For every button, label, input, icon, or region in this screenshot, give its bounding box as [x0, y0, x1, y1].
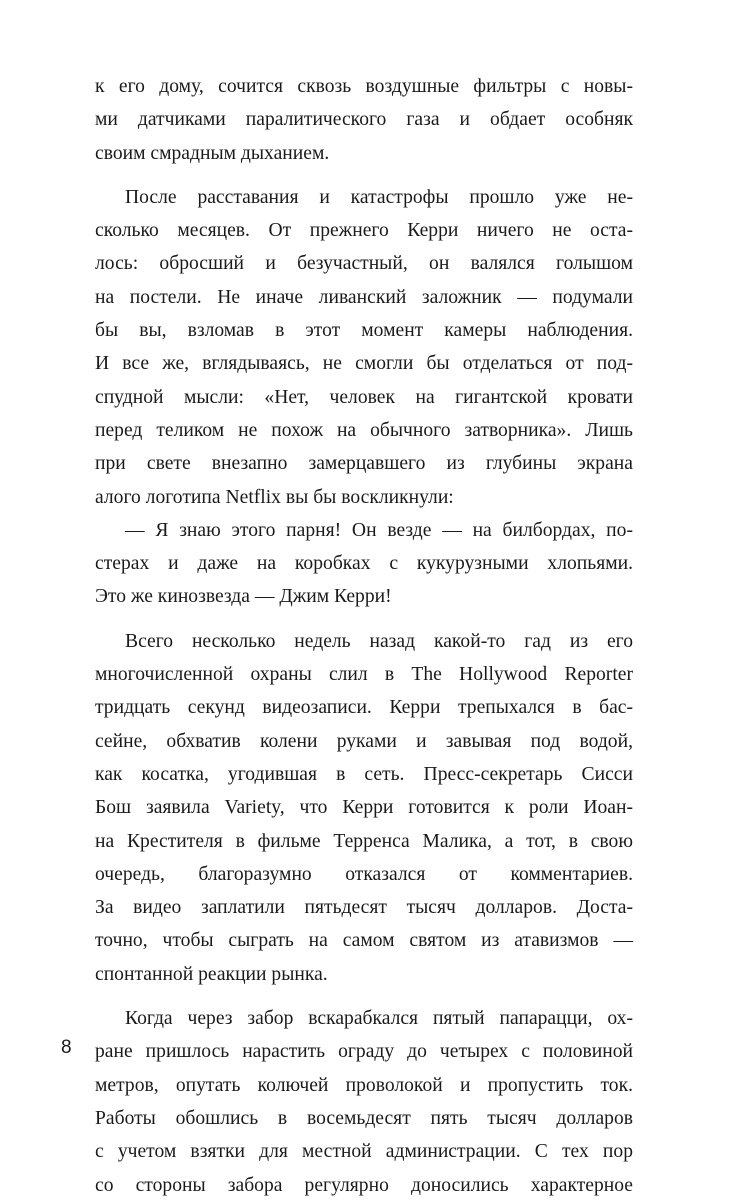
text-line: Работы обошлись в восемьдесят пять тысяч долларов	[95, 1107, 633, 1129]
text-line: И все же, вглядываясь, не смогли бы отделаться от под-	[95, 353, 633, 375]
text-line: ми датчиками паралитического газа и обдает особняк	[95, 109, 633, 131]
text-line: Когда через забор вскарабкался пятый папарацци, ох-	[125, 1008, 633, 1030]
paragraph	[95, 625, 633, 991]
text-line: на Крестителя в фильме Терренса Малика, а тот, в свою	[95, 830, 633, 852]
body-text	[95, 70, 633, 1202]
text-line: Бош заявила Variety, что Керри готовится к роли Иоан-	[95, 797, 633, 819]
text-line: с учетом взятки для местной администрации. С тех пор	[95, 1141, 633, 1163]
text-line: со стороны забора регулярно доносились характерное	[95, 1174, 633, 1196]
text-line: — Я знаю этого парня! Он везде — на билбордах, по-	[125, 519, 633, 541]
text-line: метров, опутать колючей проволокой и пропустить ток.	[95, 1074, 633, 1096]
text-line: точно, чтобы сыграть на самом святом из атавизмов —	[95, 930, 633, 952]
page-number: 8	[61, 1037, 72, 1058]
text-line: при свете внезапно замерцавшего из глубины экрана	[95, 453, 633, 475]
text-line: лось: обросший и безучастный, он валялся голышом	[95, 253, 633, 275]
text-line: многочисленной охраны слил в The Hollywood Reporter	[95, 664, 633, 686]
text-line: на постели. Не иначе ливанский заложник — подумали	[95, 286, 633, 308]
text-line: как косатка, угодившая в сеть. Пресс-секретарь Сисси	[95, 763, 633, 785]
text-line: тридцать секунд видеозаписи. Керри трепыхался в бас-	[95, 697, 633, 719]
text-line: спудной мысли: «Нет, человек на гигантской кровати	[95, 386, 633, 408]
text-line: бы вы, взломав в этот момент камеры наблюдения.	[95, 320, 633, 342]
text-line: стерах и даже на коробках с кукурузными хлопьями.	[95, 553, 633, 575]
text-line: Всего несколько недель назад какой-то гад из его	[125, 630, 633, 652]
paragraph	[95, 70, 633, 170]
text-line: к его дому, сочится сквозь воздушные фильтры с новы-	[95, 76, 633, 97]
text-line: алого логотипа Netflix вы бы воскликнули:	[95, 486, 454, 508]
text-line: Это же кинозвезда — Джим Керри!	[95, 586, 392, 608]
text-line: очередь, благоразумно отказался от комментариев.	[95, 863, 633, 885]
text-line: сколько месяцев. От прежнего Керри ничего не оста-	[95, 220, 633, 242]
text-line: сейне, обхватив колени руками и завывая под водой,	[95, 730, 633, 752]
text-line: перед теликом не похож на обычного затворника». Лишь	[95, 419, 633, 441]
text-line: спонтанной реакции рынка.	[95, 963, 328, 985]
text-line: ране пришлось нарастить ограду до четырех с половиной	[95, 1041, 633, 1063]
paragraph	[95, 1002, 633, 1202]
text-line: За видео заплатили пятьдесят тысяч долларов. Доста-	[95, 897, 633, 919]
paragraph	[95, 181, 633, 514]
paragraph	[95, 514, 633, 614]
text-line: своим смрадным дыханием.	[95, 142, 330, 164]
text-line: После расставания и катастрофы прошло уже не-	[125, 186, 633, 208]
